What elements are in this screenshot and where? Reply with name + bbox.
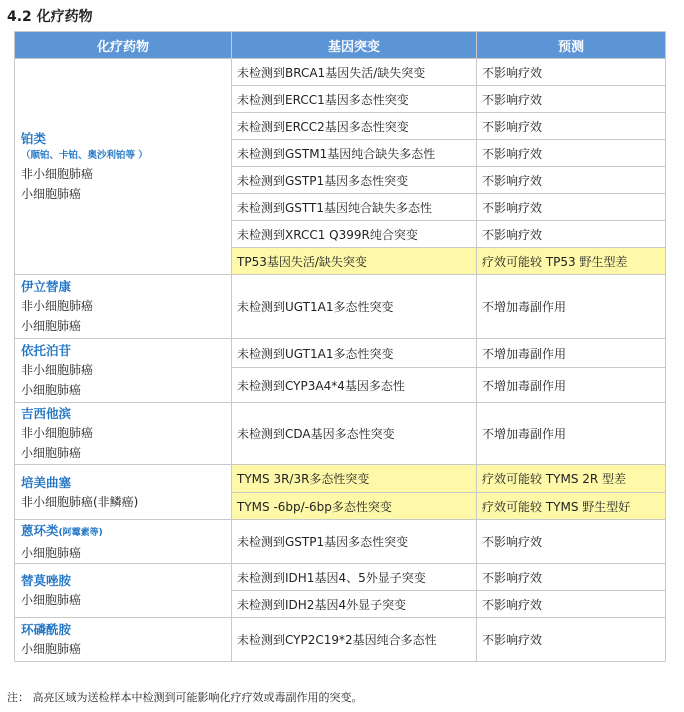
drug-indication: 非小细胞肺癌(非鳞癌): [21, 494, 139, 509]
drug-name: [21, 521, 231, 543]
prediction-cell: 不影响疗效: [477, 618, 666, 662]
drug-indication: 小细胞肺癌: [21, 545, 82, 560]
prediction-cell: 不影响疗效: [477, 564, 666, 591]
table-row: [15, 564, 666, 591]
drug-subtitle: (阿霉素等): [58, 527, 103, 538]
mutation-cell: 未检测到GSTM1基因纯合缺失多态性: [232, 140, 477, 167]
drug-name: 培美曲塞: [21, 474, 72, 490]
drug-subtitle: （顺铂、卡铂、奥沙利铂等 ）: [21, 150, 148, 161]
prediction-cell: 不影响疗效: [477, 59, 666, 86]
prediction-cell: 不影响疗效: [477, 194, 666, 221]
mutation-cell-highlighted: TYMS -6bp/-6bp多态性突变: [232, 493, 477, 520]
chemo-drug-table: [14, 31, 666, 662]
drug-indication: 非小细胞肺癌: [21, 299, 94, 313]
mutation-cell: 未检测到IDH1基因4、5外显子突变: [232, 564, 477, 591]
table-row: [15, 520, 666, 564]
table-row: [15, 339, 666, 368]
drug-cell-pemetrexed: [15, 465, 232, 520]
header-mutation: 基因突变: [232, 32, 477, 59]
mutation-cell: 未检测到ERCC2基因多态性突变: [232, 113, 477, 140]
drug-name: 吉西他滨: [21, 406, 72, 421]
drug-name-text: 蒽环类: [21, 522, 59, 538]
table-row: [15, 275, 666, 339]
prediction-cell: 不影响疗效: [477, 113, 666, 140]
drug-indication: 小细胞肺癌: [21, 642, 82, 656]
drug-cell-irinotecan: [15, 275, 232, 339]
drug-cell-cyclophosphamide: [15, 618, 232, 662]
mutation-cell: 未检测到IDH2基因4外显子突变: [232, 591, 477, 618]
drug-name: 环磷酰胺: [21, 622, 72, 637]
table-row: [15, 403, 666, 465]
mutation-cell: 未检测到UGT1A1多态性突变: [232, 339, 477, 368]
drug-indication: 非小细胞肺癌: [21, 167, 94, 181]
drug-cell-temozolomide: [15, 564, 232, 618]
mutation-cell: 未检测到GSTP1基因多态性突变: [232, 520, 477, 564]
table-row: [15, 59, 666, 86]
prediction-cell: 不影响疗效: [477, 520, 666, 564]
prediction-cell: 不增加毒副作用: [477, 403, 666, 465]
header-prediction: 预测: [477, 32, 666, 59]
mutation-cell-highlighted: TP53基因失活/缺失突变: [232, 248, 477, 275]
mutation-cell: 未检测到GSTP1基因多态性突变: [232, 167, 477, 194]
drug-indication: 小细胞肺癌: [21, 446, 82, 460]
mutation-cell: 未检测到CDA基因多态性突变: [232, 403, 477, 465]
mutation-cell: 未检测到GSTT1基因纯合缺失多态性: [232, 194, 477, 221]
drug-cell-etoposide: [15, 339, 232, 403]
mutation-cell: 未检测到UGT1A1多态性突变: [232, 275, 477, 339]
mutation-cell: 未检测到CYP2C19*2基因纯合多态性: [232, 618, 477, 662]
drug-indication: 小细胞肺癌: [21, 593, 82, 607]
table-row: [15, 618, 666, 662]
prediction-cell: 不增加毒副作用: [477, 339, 666, 368]
drug-name: 替莫唑胺: [21, 573, 72, 588]
drug-indication: 小细胞肺癌: [21, 187, 82, 201]
drug-name: 依托泊苷: [21, 343, 72, 358]
prediction-cell-highlighted: 疗效可能较 TP53 野生型差: [477, 248, 666, 275]
drug-cell-platinum: [15, 59, 232, 275]
footnote: 注： 高亮区域为送检样本中检测到可能影响化疗疗效或毒副作用的突变。: [7, 691, 363, 704]
mutation-cell-highlighted: TYMS 3R/3R多态性突变: [232, 465, 477, 493]
drug-cell-gemcitabine: [15, 403, 232, 465]
prediction-cell-highlighted: 疗效可能较 TYMS 2R 型差: [477, 465, 666, 493]
table-header-row: [15, 32, 666, 59]
section-title: 4.2 化疗药物: [7, 9, 93, 25]
prediction-cell: 不影响疗效: [477, 167, 666, 194]
prediction-cell: 不增加毒副作用: [477, 368, 666, 403]
drug-cell-anthracycline: [15, 520, 232, 564]
mutation-cell: 未检测到ERCC1基因多态性突变: [232, 86, 477, 113]
prediction-cell: 不增加毒副作用: [477, 275, 666, 339]
drug-indication: 非小细胞肺癌: [21, 426, 94, 440]
header-drug: 化疗药物: [15, 32, 232, 59]
mutation-cell: 未检测到BRCA1基因失活/缺失突变: [232, 59, 477, 86]
prediction-cell: 不影响疗效: [477, 140, 666, 167]
mutation-cell: 未检测到CYP3A4*4基因多态性: [232, 368, 477, 403]
prediction-cell: 不影响疗效: [477, 86, 666, 113]
drug-indication: 小细胞肺癌: [21, 319, 82, 333]
drug-name: 铂类: [21, 131, 47, 146]
prediction-cell: 不影响疗效: [477, 591, 666, 618]
drug-indication: 非小细胞肺癌: [21, 363, 94, 377]
prediction-cell: 不影响疗效: [477, 221, 666, 248]
mutation-cell: 未检测到XRCC1 Q399R纯合突变: [232, 221, 477, 248]
prediction-cell-highlighted: 疗效可能较 TYMS 野生型好: [477, 493, 666, 520]
drug-indication: 小细胞肺癌: [21, 383, 82, 397]
table-row: [15, 465, 666, 493]
drug-name: 伊立替康: [21, 279, 72, 294]
